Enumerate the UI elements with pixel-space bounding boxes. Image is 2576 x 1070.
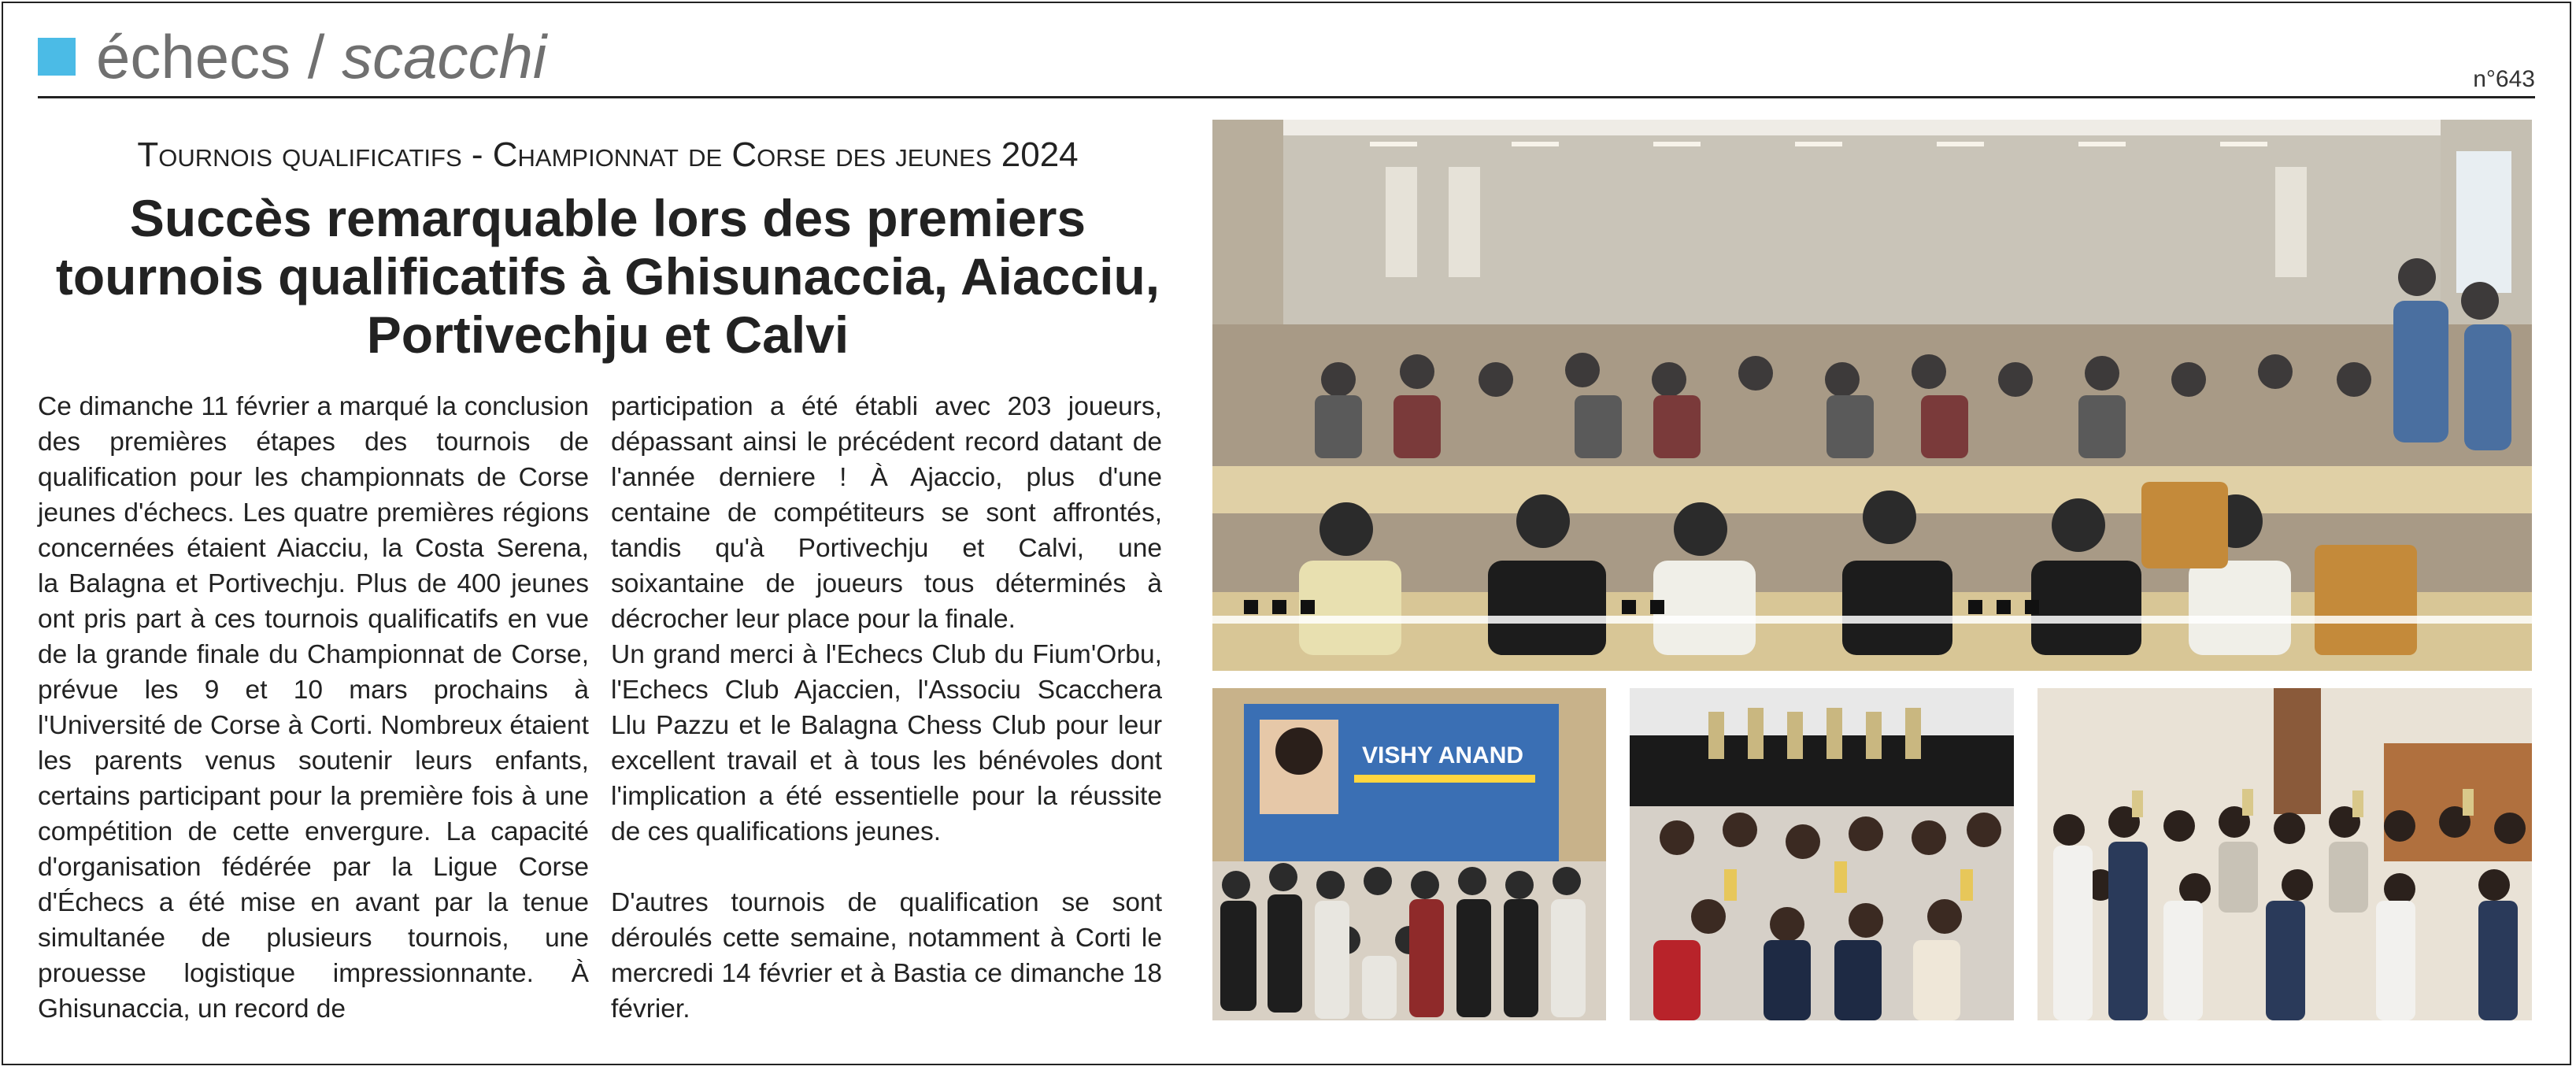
tournament-hall-photo bbox=[1212, 120, 2532, 671]
young-players-photo bbox=[2037, 688, 2532, 1020]
section-title-alt: scacchi bbox=[342, 22, 547, 91]
body-paragraph: participation a été établi avec 203 joueurs, dépassant ainsi le précédent record datant de l'année derniere ! À Ajaccio, plus d'une centaine de compétiteurs se sont affrontés, tandis qu'à Portivechju et Calvi, une soixantaine de joueurs tous déterminés à décrocher leur place pour la finale. bbox=[611, 392, 1162, 634]
trophy-winners-photo bbox=[1630, 688, 2014, 1020]
article-column-2 bbox=[611, 389, 1162, 1027]
poster-name: VISHY ANAND bbox=[1362, 742, 1524, 768]
issue-number: n°643 bbox=[2473, 66, 2535, 92]
group-poster-photo bbox=[1212, 688, 1606, 1020]
article-column-1 bbox=[38, 389, 589, 1027]
body-paragraph: Ce dimanche 11 février a marqué la conclusion des premières étapes des tournois de qualification pour les championnats de Corse jeunes d'échecs. Les quatre premières régions concernées étaient Aiacciu, la Costa Serena, la Balagna et Portivechju. Plus de 400 jeunes ont pris part à ces tournois qualificatifs en vue de la grande finale du Championnat de Corse, prévue les 9 et 10 mars prochains à l'Université de Corse à Corti. Nombreux étaient les parents venus soutenir leurs enfants, certains participant pour la première fois à une compétition de cette envergure. La capacité d'organisation fédérée par la Ligue Corse d'Échecs a été mise en avant par la tenue simultanée de plusieurs tournois, une prouesse logistique impressionnante. À Ghisunaccia, un record de bbox=[38, 392, 589, 1024]
header-rule bbox=[38, 96, 2535, 98]
section-title-main: échecs / bbox=[96, 22, 342, 91]
body-paragraph: D'autres tournois de qualification se sont déroulés cette semaine, notamment à Corti le mercredi 14 février et à Bastia ce dimanche 18 février. bbox=[611, 888, 1162, 1024]
section-title bbox=[96, 17, 546, 96]
article-kicker: Tournois qualificatifs - Championnat de Corse des jeunes 2024 bbox=[137, 135, 1079, 174]
article-headline: Succès remarquable lors des premiers tournois qualificatifs à Ghisunaccia, Aiacciu, Portivechju et Calvi bbox=[55, 189, 1160, 364]
section-color-marker bbox=[38, 38, 76, 76]
body-paragraph: Un grand merci à l'Echecs Club du Fium'Orbu, l'Echecs Club Ajaccien, l'Associu Scacchera Llu Pazzu et le Balagna Chess Club pour leur excellent travail et à tous les bénévoles dont l'implication a été essentielle pour la réussite de ces qualifications jeunes. bbox=[611, 640, 1162, 846]
